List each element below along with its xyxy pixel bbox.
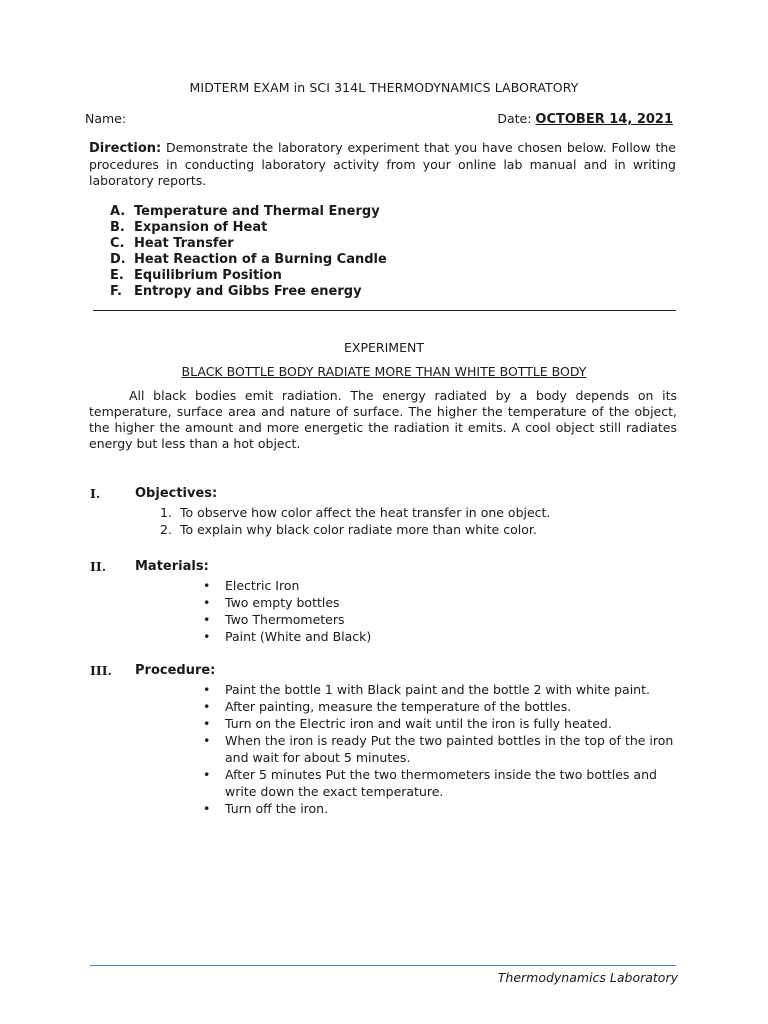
materials-heading: Materials: bbox=[135, 559, 209, 574]
procedure-step: • After 5 minutes Put the two thermometers inside the two bottles and write down the exact temperature. bbox=[200, 766, 675, 800]
objectives-list bbox=[160, 504, 550, 538]
section-divider bbox=[93, 310, 676, 311]
choice-item: D. Heat Reaction of a Burning Candle bbox=[110, 252, 387, 267]
procedure-step: • Turn on the Electric iron and wait until the iron is fully heated. bbox=[200, 715, 675, 732]
choice-item: E. Equilibrium Position bbox=[110, 268, 282, 283]
procedure-step: • When the iron is ready Put the two painted bottles in the top of the iron and wait for about 5 minutes. bbox=[200, 732, 675, 766]
objective-item: 1. To observe how color affect the heat transfer in one object. bbox=[160, 505, 551, 520]
choice-item: B. Expansion of Heat bbox=[110, 220, 268, 235]
date-value: OCTOBER 14, 2021 bbox=[535, 112, 673, 127]
direction-text: Demonstrate the laboratory experiment that you have chosen below. Follow the procedures in conducting laboratory activity from your online lab manual and in writing laboratory reports. bbox=[89, 140, 676, 188]
name-label: Name: bbox=[85, 111, 127, 126]
experiment-title: BLACK BOTTLE BODY RADIATE MORE THAN WHITE BOTTLE BODY bbox=[181, 364, 587, 379]
procedure-step: • Paint the bottle 1 with Black paint and the bottle 2 with white paint. bbox=[200, 681, 675, 698]
procedure-number: III. bbox=[90, 663, 112, 678]
objectives-heading: Objectives: bbox=[135, 486, 218, 501]
direction-label: Direction: bbox=[89, 141, 162, 156]
material-item: • Electric Iron bbox=[200, 577, 700, 594]
footer-text: Thermodynamics Laboratory bbox=[497, 970, 678, 985]
choice-item: A. Temperature and Thermal Energy bbox=[110, 204, 380, 219]
page-title: MIDTERM EXAM in SCI 314L THERMODYNAMICS LABORATORY bbox=[189, 80, 579, 95]
procedure-step: • After painting, measure the temperature of the bottles. bbox=[200, 698, 675, 715]
material-item: • Paint (White and Black) bbox=[200, 628, 700, 645]
materials-number: II. bbox=[90, 559, 107, 574]
direction-paragraph bbox=[89, 140, 676, 189]
material-item: • Two Thermometers bbox=[200, 611, 700, 628]
materials-list bbox=[200, 577, 700, 645]
procedure-list bbox=[200, 681, 675, 817]
experiment-intro: All black bodies emit radiation. The energy radiated by a body depends on its temperature, surface area and nature of surface. The higher the temperature of the object, the higher the amount and more energetic the radiation it emits. A cool object still radiates energy but less than a hot object. bbox=[89, 388, 677, 451]
date-label: Date: bbox=[497, 111, 536, 126]
experiment-heading: EXPERIMENT bbox=[344, 340, 424, 355]
choice-item: F. Entropy and Gibbs Free energy bbox=[110, 284, 362, 299]
date-field bbox=[497, 111, 673, 127]
objectives-number: I. bbox=[90, 486, 101, 501]
procedure-step: • Turn off the iron. bbox=[200, 800, 675, 817]
choice-item: C. Heat Transfer bbox=[110, 236, 234, 251]
footer-divider bbox=[90, 965, 676, 966]
procedure-heading: Procedure: bbox=[135, 663, 216, 678]
objective-item: 2. To explain why black color radiate more than white color. bbox=[160, 522, 537, 537]
material-item: • Two empty bottles bbox=[200, 594, 700, 611]
experiment-choices bbox=[110, 204, 387, 300]
